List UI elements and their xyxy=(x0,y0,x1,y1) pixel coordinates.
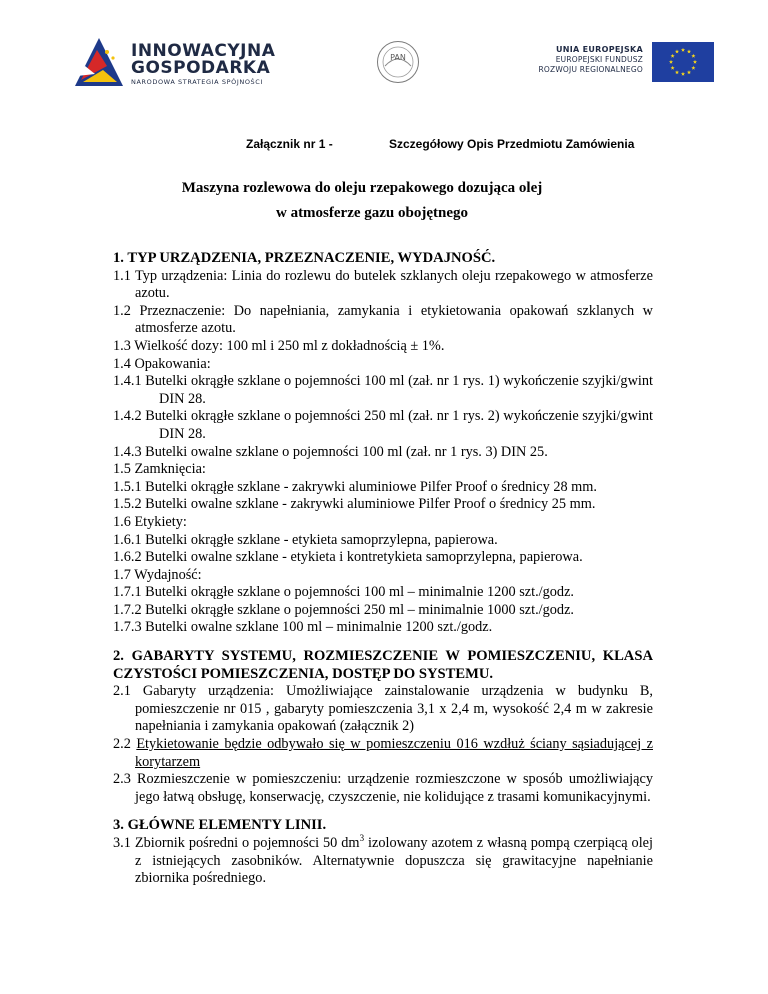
ig-subtitle: NARODOWA STRATEGIA SPÓJNOŚCI xyxy=(131,78,263,86)
item-text: izolowany azotem z własną pompą czerpiącą olej z istniejących zasobników. Alternatywnie dopuszcza się grawitacyjne napełnianie zbiornika pośredniego. xyxy=(135,835,653,887)
section2-body xyxy=(113,683,653,806)
underlined-text: Etykietowanie będzie odbywało się w pomieszczeniu 016 wzdłuż ściany sąsiadującej z korytarzem xyxy=(135,736,653,770)
eu-text-block xyxy=(525,44,643,75)
section1-heading: 1. TYP URZĄDZENIA, PRZEZNACZENIE, WYDAJNOŚĆ. xyxy=(113,250,496,266)
list-item xyxy=(113,736,653,771)
list-item: 2.3 Rozmieszczenie w pomieszczeniu: urządzenie rozmieszczone w sposób umożliwiający jego łatwą obsługę, konserwację, czyszczenie, nie kolidujące z trasami komunikacyjnymi. xyxy=(113,771,653,805)
list-item: 1.6.1 Butelki okrągłe szklane - etykieta samoprzylepna, papierowa. xyxy=(113,531,498,548)
list-item: 1.4 Opakowania: xyxy=(113,355,211,372)
innowacyjna-gospodarka-logo xyxy=(73,36,283,90)
section1-body xyxy=(113,268,653,637)
list-item: 1.7.2 Butelki okrągłe szklane o pojemności 250 ml – minimalnie 1000 szt./godz. xyxy=(113,601,574,618)
pan-seal-icon xyxy=(376,40,420,84)
document-body xyxy=(113,250,653,899)
section3-body xyxy=(113,835,653,888)
list-item: 1.3 Wielkość dozy: 100 ml i 250 ml z dokładnością ± 1%. xyxy=(113,337,445,354)
annex-description: Szczegółowy Opis Przedmiotu Zamówienia xyxy=(389,137,635,151)
eu-line2: EUROPEJSKI FUNDUSZ xyxy=(555,55,643,64)
list-item: 1.7 Wydajność: xyxy=(113,566,202,583)
item-number: 2.2 xyxy=(113,736,137,753)
list-item: 2.1 Gabaryty urządzenia: Umożliwiające zainstalowanie urządzenia w budynku B, pomieszczenie nr 015 , gabaryty pomieszczenia 3,1 x 2,4 m, wysokość 2,4 m w zakresie napełniania i zamykania opakowań (załącznik 2) xyxy=(113,683,653,735)
item-text: 3.1 Zbiornik pośredni o pojemności 50 dm xyxy=(113,835,360,851)
list-item xyxy=(113,835,653,888)
document-title-line2: w atmosferze gazu obojętnego xyxy=(275,205,469,221)
ig-title-line2: GOSPODARKA xyxy=(131,58,271,78)
list-item: 1.5.2 Butelki owalne szklane - zakrywki aluminiowe Pilfer Proof o średnicy 25 mm. xyxy=(113,496,596,513)
list-item: 1.7.1 Butelki okrągłe szklane o pojemności 100 ml – minimalnie 1200 szt./godz. xyxy=(113,584,574,601)
list-item: 1.4.2 Butelki okrągłe szklane o pojemności 250 ml (zał. nr 1 rys. 2) wykończenie szyjki/gwint DIN 28. xyxy=(113,408,653,442)
section3-heading: 3. GŁÓWNE ELEMENTY LINII. xyxy=(113,817,327,834)
list-item: 1.5.1 Butelki okrągłe szklane - zakrywki aluminiowe Pilfer Proof o średnicy 28 mm. xyxy=(113,478,597,495)
ig-title-line1: INNOWACYJNA xyxy=(131,41,276,61)
pan-label: PAN xyxy=(390,53,406,62)
list-item: 1.1 Typ urządzenia: Linia do rozlewu do butelek szklanych oleju rzepakowego w atmosferze azotu. xyxy=(113,267,653,302)
document-title-line1: Maszyna rozlewowa do oleju rzepakowego dozująca olej xyxy=(181,180,543,196)
eu-line3: ROZWOJU REGIONALNEGO xyxy=(538,65,643,74)
list-item: 1.4.3 Butelki owalne szklane o pojemności 100 ml (zał. nr 1 rys. 3) DIN 25. xyxy=(113,443,548,460)
list-item: 1.6.2 Butelki owalne szklane - etykieta i kontretykieta samoprzylepna, papierowa. xyxy=(113,549,583,566)
list-item: 1.7.3 Butelki owalne szklane 100 ml – minimalnie 1200 szt./godz. xyxy=(113,619,493,636)
eu-flag-icon xyxy=(652,42,714,82)
list-item: 1.5 Zamknięcia: xyxy=(113,461,206,478)
ig-flag-icon xyxy=(73,36,125,88)
list-item: 1.4.1 Butelki okrągłe szklane o pojemności 100 ml (zał. nr 1 rys. 1) wykończenie szyjki/gwint DIN 28. xyxy=(113,373,653,407)
annex-number: Załącznik nr 1 - xyxy=(246,137,333,151)
section2-heading: 2. GABARYTY SYSTEMU, ROZMIESZCZENIE W POMIESZCZENIU, KLASA CZYSTOŚCI POMIESZCZENIA, DOSTĘP DO SYSTEMU. xyxy=(113,648,653,682)
list-item: 1.6 Etykiety: xyxy=(113,513,187,530)
list-item: 1.2 Przeznaczenie: Do napełniania, zamykania i etykietowania opakowań szklanych w atmosferze azotu. xyxy=(113,302,653,337)
superscript: 3 xyxy=(359,833,365,844)
eu-line1: UNIA EUROPEJSKA xyxy=(555,45,643,54)
